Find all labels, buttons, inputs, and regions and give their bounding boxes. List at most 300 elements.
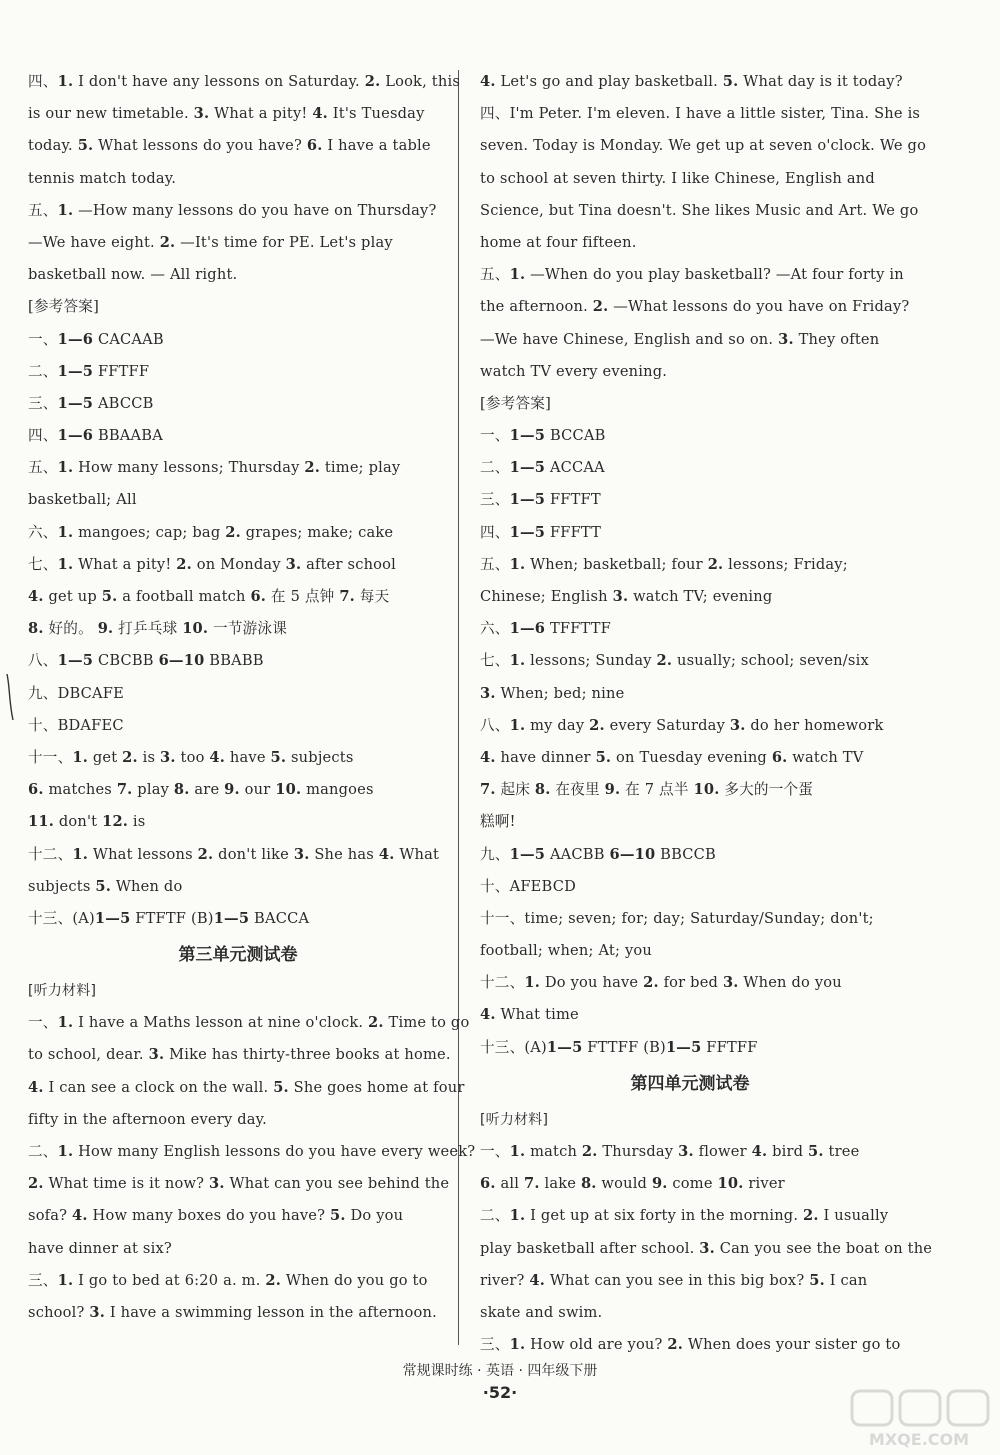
text-line	[480, 806, 900, 838]
text-line	[480, 420, 900, 452]
text-segment: When do you go to	[281, 1271, 428, 1289]
text-segment: have dinner at six?	[28, 1239, 172, 1257]
text-segment: 多大的一个蛋	[719, 781, 814, 799]
text-segment: What lessons do you have?	[93, 137, 307, 155]
text-segment: on Monday	[191, 555, 286, 573]
text-segment: 一、	[480, 427, 510, 445]
text-segment: river	[743, 1175, 785, 1193]
text-segment: BCCAB	[545, 427, 606, 445]
text-segment: 每天	[354, 588, 390, 605]
text-segment: 1.	[57, 73, 74, 90]
text-segment: 2.	[28, 1175, 44, 1193]
text-segment: 好的。	[43, 620, 98, 638]
text-segment: after school	[301, 555, 397, 573]
text-segment: today.	[28, 137, 78, 155]
text-line	[28, 1039, 451, 1071]
text-segment: get	[88, 748, 123, 766]
text-segment: 三、	[480, 1336, 510, 1354]
text-segment: 四、I'm Peter. I'm eleven. I have a little sister, Tina. She is	[480, 105, 921, 123]
text-segment: have	[225, 748, 271, 766]
text-segment: 打乒乓球	[113, 620, 183, 638]
text-segment: 1—5	[665, 1038, 702, 1056]
text-segment: lake	[539, 1175, 581, 1193]
text-segment: watch TV every evening.	[480, 362, 668, 380]
text-segment: 4.	[480, 748, 496, 766]
text-segment: 十、BDAFEC	[28, 716, 124, 734]
text-segment: 2.	[667, 1336, 684, 1354]
text-segment: 3.	[209, 1175, 225, 1193]
text-segment: I go to bed at 6:20 a. m.	[73, 1271, 266, 1289]
text-segment: I have a swimming lesson in the afternoon.	[105, 1303, 437, 1321]
text-segment: 六、	[480, 620, 510, 638]
watermark-logo	[844, 1389, 994, 1449]
text-segment: is	[137, 748, 161, 766]
text-segment: 2.	[581, 1143, 598, 1160]
text-segment: 2.	[197, 845, 214, 863]
text-segment: 8.	[28, 620, 44, 638]
text-segment: 9.	[97, 620, 114, 638]
text-line	[28, 549, 448, 581]
text-segment: What a pity!	[73, 555, 177, 573]
text-segment: 2.	[803, 1207, 819, 1225]
text-segment: 8.	[580, 1175, 597, 1193]
text-segment: Thursday	[597, 1143, 679, 1160]
text-segment: 2.	[592, 298, 609, 316]
text-line	[480, 98, 921, 130]
text-line	[480, 388, 900, 420]
text-segment: have dinner	[495, 748, 596, 766]
text-line	[28, 66, 461, 98]
text-segment: 10.	[717, 1175, 744, 1193]
text-segment: a football match	[117, 588, 251, 605]
text-segment: 1.	[509, 266, 526, 284]
text-segment: 10.	[693, 781, 720, 799]
left-column	[28, 66, 476, 1329]
text-segment: 2.	[643, 974, 659, 992]
text-line	[28, 517, 448, 549]
text-line	[480, 935, 900, 967]
listening-material-label: [听力材料]	[480, 1111, 549, 1128]
text-segment: 3.	[193, 105, 210, 123]
text-segment: What can you see behind the	[224, 1175, 450, 1193]
text-segment: I have a table	[322, 137, 431, 155]
text-segment: BBCCB	[655, 845, 716, 863]
text-segment: 4.	[28, 1078, 44, 1096]
text-segment: 12.	[102, 813, 129, 831]
text-segment: How many English lessons do you have every week?	[73, 1143, 476, 1160]
text-line	[28, 903, 448, 935]
text-segment: get up	[43, 588, 102, 605]
text-segment: 9.	[224, 781, 240, 799]
text-line	[28, 1104, 448, 1136]
text-segment: watch TV	[787, 748, 864, 766]
text-line	[28, 1265, 448, 1297]
text-line	[480, 549, 900, 581]
text-segment: 1—5	[94, 909, 131, 927]
text-segment: usually; school; seven/six	[672, 652, 869, 670]
text-segment: 1.	[509, 1143, 526, 1160]
text-segment: 2.	[159, 233, 176, 251]
text-segment: 6—10	[609, 845, 656, 863]
text-segment: 2.	[304, 459, 321, 477]
text-line	[480, 259, 904, 291]
text-segment: 2.	[707, 555, 724, 573]
text-segment: Let's go and play basketball.	[495, 73, 723, 90]
text-line	[28, 98, 448, 130]
text-segment: sofa?	[28, 1207, 73, 1225]
text-segment: 1.	[509, 1207, 526, 1225]
text-segment: 十一、	[28, 748, 73, 766]
text-segment: matches	[43, 781, 117, 799]
text-segment: 1.	[509, 555, 526, 573]
text-line	[480, 710, 900, 742]
text-segment: 1.	[57, 1014, 74, 1032]
text-segment: TFFTTF	[545, 620, 611, 638]
text-line	[480, 581, 900, 613]
text-segment: 1—5	[57, 394, 94, 412]
text-segment: my day	[525, 716, 590, 734]
text-line	[480, 742, 900, 774]
text-segment: 4.	[72, 1207, 88, 1225]
text-segment: play basketball after school.	[480, 1239, 700, 1257]
text-segment: ACCAA	[545, 459, 605, 477]
text-line	[480, 291, 910, 323]
text-segment: 十一、time; seven; for; day; Saturday/Sunday; don't;	[480, 909, 874, 927]
text-segment: 3.	[293, 845, 310, 863]
text-segment: 1—6	[57, 330, 94, 348]
text-segment: 7.	[339, 588, 355, 605]
text-line	[480, 356, 900, 388]
text-segment: Do you	[345, 1207, 404, 1225]
text-segment: Science, but Tina doesn't. She likes Music and Art. We go	[480, 201, 919, 219]
text-segment: 3.	[729, 716, 746, 734]
text-segment: 在夜里	[550, 781, 605, 799]
text-segment: 1—5	[509, 491, 546, 509]
text-segment: 5.	[101, 588, 118, 605]
text-segment: 1.	[524, 974, 541, 992]
text-segment: watch TV; evening	[628, 588, 773, 605]
text-segment: 3.	[778, 330, 794, 348]
text-line	[480, 678, 900, 710]
text-segment: I have a Maths lesson at nine o'clock.	[73, 1014, 369, 1032]
text-segment: 三、	[28, 394, 58, 412]
text-line	[480, 1329, 900, 1361]
text-segment: ABCCB	[93, 394, 154, 412]
text-segment: 5.	[95, 877, 111, 895]
text-segment: 7.	[523, 1175, 540, 1193]
text-segment: 6—10	[158, 652, 205, 670]
text-line	[28, 839, 448, 871]
text-segment: 2.	[656, 652, 673, 670]
text-segment: 4.	[312, 105, 328, 123]
text-segment: FFTFF	[93, 362, 150, 380]
text-segment: 3.	[612, 588, 629, 605]
text-segment: FFTFT	[545, 491, 601, 509]
listening-material-label: [听力材料]	[28, 983, 97, 1000]
text-segment: Chinese; English	[480, 588, 613, 605]
text-segment: 3.	[699, 1239, 715, 1257]
text-segment: 1.	[57, 1143, 74, 1160]
text-segment: 1—5	[57, 362, 94, 380]
text-line	[28, 356, 448, 388]
text-segment: time; play	[320, 459, 401, 477]
text-segment: What day is it today?	[738, 73, 903, 90]
text-segment: is	[128, 813, 146, 831]
text-segment: 2.	[265, 1271, 282, 1289]
text-segment: 10.	[182, 620, 209, 638]
text-line	[480, 839, 900, 871]
text-segment: —What lessons do you have on Friday?	[608, 298, 910, 316]
text-line	[28, 324, 448, 356]
text-line	[480, 452, 900, 484]
text-line	[28, 163, 448, 195]
text-segment: 1.	[509, 716, 526, 734]
text-segment: lessons; Friday;	[723, 555, 848, 573]
text-line	[480, 227, 900, 259]
text-segment: I get up at six forty in the morning.	[525, 1207, 804, 1225]
text-segment: —It's time for PE. Let's play	[175, 233, 393, 251]
text-segment: 6.	[250, 588, 267, 605]
text-line	[480, 1265, 900, 1297]
text-segment: bird	[767, 1143, 809, 1160]
text-segment: —We have Chinese, English and so on.	[480, 330, 779, 348]
text-segment: 1.	[509, 1336, 526, 1354]
text-line	[28, 710, 448, 742]
text-segment: basketball now. — All right.	[28, 266, 238, 284]
text-line	[28, 806, 448, 838]
text-line	[480, 1200, 900, 1232]
text-segment: 5.	[273, 1078, 289, 1096]
text-line	[480, 163, 900, 195]
text-segment: How many lessons; Thursday	[73, 459, 305, 477]
text-segment: seven. Today is Monday. We get up at seven o'clock. We go	[480, 137, 927, 155]
text-segment: 在 7 点半	[620, 781, 694, 799]
text-line	[28, 581, 448, 613]
text-line	[28, 613, 448, 645]
text-line	[480, 195, 919, 227]
text-line	[480, 613, 900, 645]
text-segment: 6.	[771, 748, 788, 766]
text-line	[28, 871, 448, 903]
text-segment: BACCA	[249, 909, 310, 927]
text-segment: 十二、	[480, 974, 525, 992]
text-segment: on Tuesday evening	[611, 748, 772, 766]
text-segment: 2.	[225, 523, 241, 541]
text-segment: grapes; make; cake	[240, 523, 394, 541]
text-segment: When; basketball; four	[525, 555, 708, 573]
text-segment: When do	[111, 877, 183, 895]
text-segment: 1.	[72, 845, 89, 863]
text-line	[28, 227, 448, 259]
text-segment: [参考答案]	[28, 298, 99, 316]
text-segment: 1—6	[509, 620, 546, 638]
text-segment: 3.	[480, 684, 496, 702]
left-answer-lines	[28, 66, 461, 935]
text-segment: 2.	[176, 555, 192, 573]
text-segment: for bed	[658, 974, 723, 992]
text-segment: Do you have	[540, 974, 644, 992]
text-segment: school?	[28, 1303, 90, 1321]
text-segment: all	[495, 1175, 524, 1193]
text-segment: tree	[823, 1143, 860, 1160]
text-segment: [参考答案]	[480, 394, 551, 412]
text-segment: 4.	[529, 1271, 546, 1289]
text-line	[480, 967, 900, 999]
text-segment: 1.	[57, 555, 74, 573]
text-segment: 5.	[77, 137, 94, 155]
text-line	[480, 999, 900, 1031]
text-segment: 七、	[28, 555, 58, 573]
text-segment: 4.	[28, 588, 44, 605]
watermark-text: MXQE.COM	[868, 1430, 970, 1449]
text-segment: FFFTT	[545, 523, 602, 541]
text-segment: 三、	[28, 1271, 58, 1289]
text-segment: What time	[495, 1006, 579, 1024]
text-segment: I can	[824, 1271, 868, 1289]
text-segment: When does your sister go to	[683, 1336, 901, 1354]
text-line	[28, 1233, 448, 1265]
text-line	[480, 1297, 900, 1329]
text-segment: 起床	[495, 781, 535, 799]
text-segment: match	[525, 1143, 582, 1160]
text-segment: 九、	[480, 845, 510, 863]
text-line	[480, 1168, 900, 1200]
text-segment: 5.	[330, 1207, 346, 1225]
text-segment: 4.	[480, 1006, 496, 1024]
text-segment: come	[667, 1175, 718, 1193]
right-listening-lines	[480, 1136, 933, 1361]
pen-mark	[4, 672, 16, 722]
text-line	[480, 484, 900, 516]
text-segment: 4.	[209, 748, 226, 766]
text-segment: 3.	[285, 555, 302, 573]
text-line	[28, 259, 448, 291]
text-segment: FTTFF (B)	[582, 1038, 666, 1056]
text-segment: 2.	[368, 1014, 384, 1032]
text-segment: flower	[693, 1143, 752, 1160]
text-segment: fifty in the afternoon every day.	[28, 1110, 268, 1128]
text-segment: 八、	[480, 716, 510, 734]
text-line	[480, 130, 927, 162]
text-segment: 二、	[28, 1143, 58, 1160]
text-segment: our	[239, 781, 276, 799]
text-segment: 3.	[148, 1046, 165, 1064]
text-segment: 7.	[116, 781, 133, 799]
text-segment: 一、	[480, 1143, 510, 1160]
text-segment: 6.	[480, 1175, 496, 1193]
text-segment: When; bed; nine	[495, 684, 625, 702]
text-line	[28, 452, 448, 484]
left-listening-lines	[28, 1007, 476, 1329]
text-line	[28, 484, 448, 516]
text-segment: FTFTF (B)	[130, 909, 214, 927]
text-segment: 8.	[534, 781, 551, 799]
text-segment: 1.	[57, 201, 74, 219]
text-segment: 1—5	[213, 909, 250, 927]
text-segment: 5.	[595, 748, 612, 766]
text-segment: 11.	[28, 813, 54, 831]
text-segment: lessons; Sunday	[525, 652, 657, 670]
text-segment: 八、	[28, 652, 58, 670]
text-segment: the afternoon.	[480, 298, 593, 316]
text-segment: What lessons	[88, 845, 198, 863]
text-segment: don't like	[213, 845, 294, 863]
text-segment: What time is it now?	[43, 1175, 210, 1193]
text-segment: 1—5	[546, 1038, 583, 1056]
text-segment: 1.	[57, 523, 74, 541]
text-segment: —We have eight.	[28, 233, 160, 251]
text-segment: 十二、	[28, 845, 73, 863]
text-line	[480, 903, 900, 935]
text-line	[480, 645, 900, 677]
text-segment: 1.	[57, 1271, 74, 1289]
text-segment: 9.	[604, 781, 621, 799]
text-segment: 2.	[364, 73, 381, 90]
text-segment: to school at seven thirty. I like Chinese, English and	[480, 169, 875, 187]
section-title-unit4: 第四单元测试卷	[630, 1073, 750, 1094]
text-segment: 5.	[270, 748, 287, 766]
text-segment: 6.	[306, 137, 323, 155]
text-line	[28, 1200, 448, 1232]
text-line	[28, 742, 448, 774]
text-segment: 十、AFEBCD	[480, 877, 576, 895]
text-line	[28, 130, 448, 162]
text-line	[28, 195, 448, 227]
text-segment: —When do you play basketball? —At four forty in	[525, 266, 904, 284]
text-segment: FFTFF	[701, 1038, 758, 1056]
text-segment: 1—5	[57, 652, 94, 670]
text-segment: 在 5 点钟	[266, 588, 340, 605]
text-line	[28, 388, 448, 420]
text-segment: Can you see the boat on the	[714, 1239, 933, 1257]
text-segment: football; when; At; you	[480, 942, 652, 960]
text-segment: subjects	[286, 748, 354, 766]
text-segment: mangoes; cap; bag	[73, 523, 226, 541]
right-column	[480, 66, 933, 1361]
right-answer-lines	[480, 66, 927, 1064]
text-segment: river?	[480, 1271, 530, 1289]
text-segment: 九、DBCAFE	[28, 684, 124, 702]
text-segment: to school, dear.	[28, 1046, 149, 1064]
text-segment: 3.	[678, 1143, 694, 1160]
text-line	[28, 291, 448, 323]
text-segment: 五、	[480, 266, 510, 284]
text-line	[28, 1297, 448, 1329]
text-segment: basketball; All	[28, 491, 137, 509]
text-segment: CBCBB	[93, 652, 159, 670]
text-segment: 一、	[28, 330, 58, 348]
text-segment: don't	[54, 813, 103, 831]
text-segment: 3.	[722, 974, 739, 992]
text-line	[480, 774, 900, 806]
text-line	[28, 678, 448, 710]
text-segment: 7.	[480, 781, 496, 799]
text-segment: 2.	[122, 748, 138, 766]
text-segment: 一、	[28, 1014, 58, 1032]
text-line	[480, 66, 903, 98]
text-segment: 1—6	[57, 427, 94, 445]
text-segment: 1.	[57, 459, 74, 477]
text-segment: 4.	[751, 1143, 768, 1160]
text-segment: CACAAB	[93, 330, 164, 348]
page-number: ·52·	[482, 1383, 518, 1402]
text-segment: 1—5	[509, 459, 546, 477]
text-line	[480, 1136, 900, 1168]
text-segment: is our new timetable.	[28, 105, 194, 123]
text-segment: would	[596, 1175, 652, 1193]
text-segment: 二、	[28, 362, 58, 380]
text-segment: How many boxes do you have?	[87, 1207, 330, 1225]
